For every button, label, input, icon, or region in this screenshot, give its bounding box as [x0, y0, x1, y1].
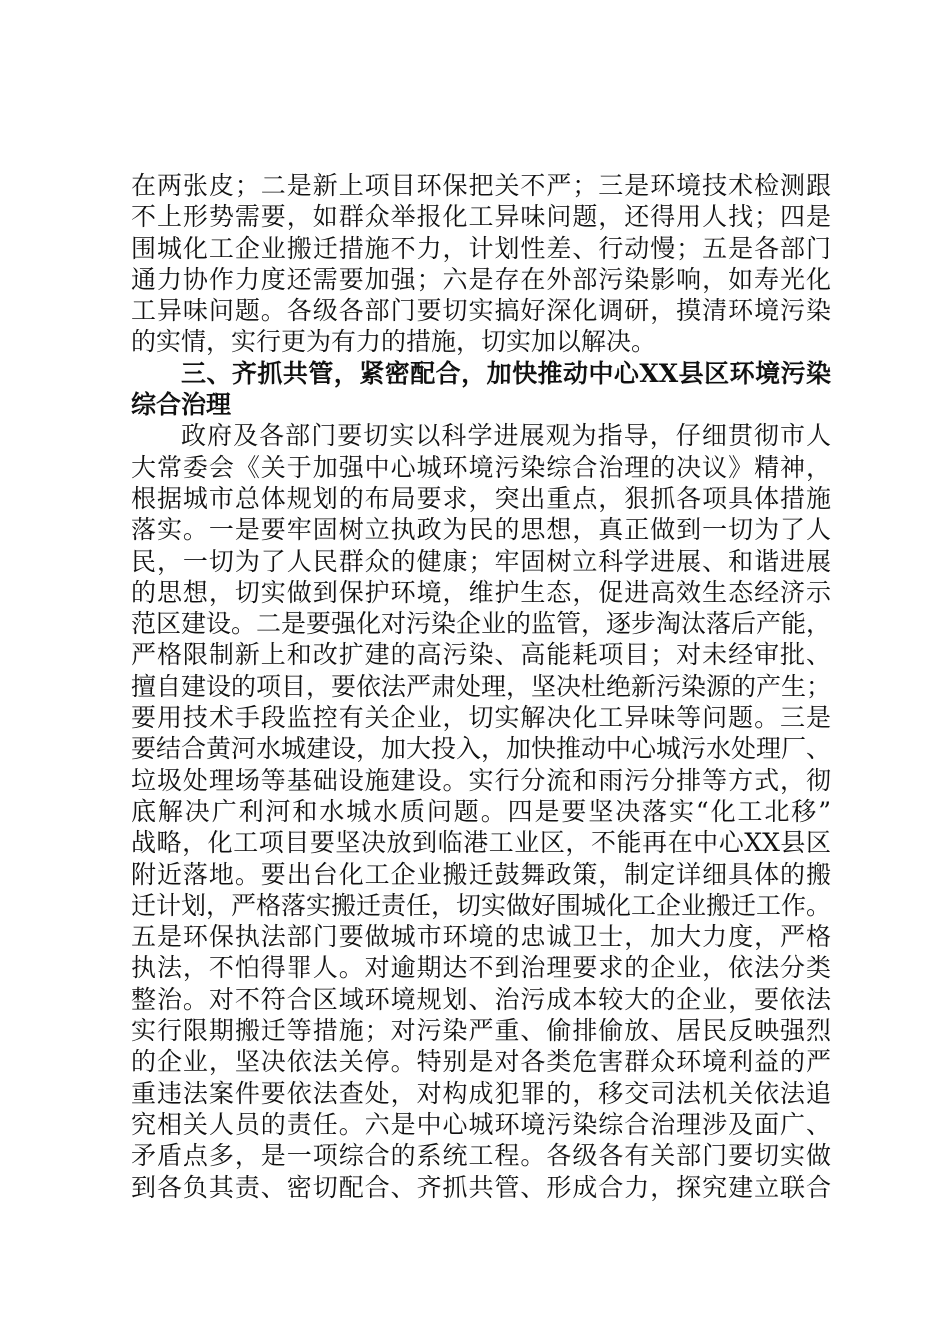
text-line: 不上形势需要，如群众举报化工异味问题，还得用人找；四是 — [131, 202, 831, 232]
text-line: 实行限期搬迁等措施；对污染严重、偷排偷放、居民反映强烈 — [131, 1016, 831, 1046]
section-heading-3 — [131, 358, 831, 421]
text-line: 到各负其责、密切配合、齐抓共管、形成合力，探究建立联合 — [131, 1172, 831, 1202]
text-line: 要结合黄河水城建设，加大投入，加快推动中心城污水处理厂、 — [131, 734, 832, 764]
text-line: 矛盾点多，是一项综合的系统工程。各级各有关部门要切实做 — [131, 1141, 831, 1171]
text-line: 战略，化工项目要坚决放到临港工业区，不能再在中心XX县区 — [131, 828, 831, 858]
heading-line: 综合治理 — [131, 390, 232, 420]
text-line: 的思想，切实做到保护环境，维护生态，促进高效生态经济示 — [131, 577, 831, 607]
heading-line: 三、齐抓共管，紧密配合，加快推动中心XX县区环境污染 — [181, 358, 831, 388]
text-line: 要用技术手段监控有关企业，切实解决化工异味等问题。三是 — [131, 703, 831, 733]
text-line: 迁计划，严格落实搬迁责任，切实做好围城化工企业搬迁工作。 — [131, 890, 832, 920]
text-line: 围城化工企业搬迁措施不力，计划性差、行动慢；五是各部门 — [131, 233, 831, 263]
document-body — [131, 170, 831, 1203]
text-line: 执法，不怕得罪人。对逾期达不到治理要求的企业，依法分类 — [131, 953, 831, 983]
text-line: 五是环保执法部门要做城市环境的忠诚卫士，加大力度，严格 — [131, 922, 831, 952]
text-line: 重违法案件要依法查处，对构成犯罪的，移交司法机关依法追 — [131, 1078, 831, 1108]
text-line: 的企业，坚决依法关停。特别是对各类危害群众环境利益的严 — [131, 1047, 831, 1077]
text-line: 究相关人员的责任。六是中心城环境污染综合治理涉及面广、 — [131, 1109, 831, 1139]
text-line: 的实情，实行更为有力的措施，切实加以解决。 — [131, 327, 657, 357]
text-line: 大常委会《关于加强中心城环境污染综合治理的决议》精神， — [131, 452, 831, 482]
text-line: 整治。对不符合区域环境规划、治污成本较大的企业，要依法 — [131, 984, 831, 1014]
text-line: 擅自建设的项目，要依法严肃处理，坚决杜绝新污染源的产生； — [131, 671, 832, 701]
text-line: 在两张皮；二是新上项目环保把关不严；三是环境技术检测跟 — [131, 171, 831, 200]
text-line: 工异味问题。各级各部门要切实搞好深化调研，摸清环境污染 — [131, 296, 831, 326]
text-line: 通力协作力度还需要加强；六是存在外部污染影响，如寿光化 — [131, 264, 831, 294]
text-line: 严格限制新上和改扩建的高污染、高能耗项目；对未经审批、 — [131, 640, 831, 670]
text-line: 落实。一是要牢固树立执政为民的思想，真正做到一切为了人 — [131, 515, 831, 545]
text-line: 附近落地。要出台化工企业搬迁鼓舞政策，制定详细具体的搬 — [131, 859, 831, 889]
paragraph-1 — [131, 170, 831, 358]
paragraph-2 — [131, 420, 831, 1202]
text-line: 垃圾处理场等基础设施建设。实行分流和雨污分排等方式，彻 — [131, 765, 831, 795]
text-line: 底解决广利河和水城水质问题。四是要坚决落实“化工北移” — [131, 796, 831, 826]
text-line: 范区建设。二是要强化对污染企业的监管，逐步淘汰落后产能， — [131, 609, 832, 639]
text-line: 政府及各部门要切实以科学进展观为指导，仔细贯彻市人 — [181, 421, 831, 451]
text-line: 根据城市总体规划的布局要求，突出重点，狠抓各项具体措施 — [131, 483, 831, 513]
text-line: 民，一切为了人民群众的健康；牢固树立科学进展、和谐进展 — [131, 546, 831, 576]
